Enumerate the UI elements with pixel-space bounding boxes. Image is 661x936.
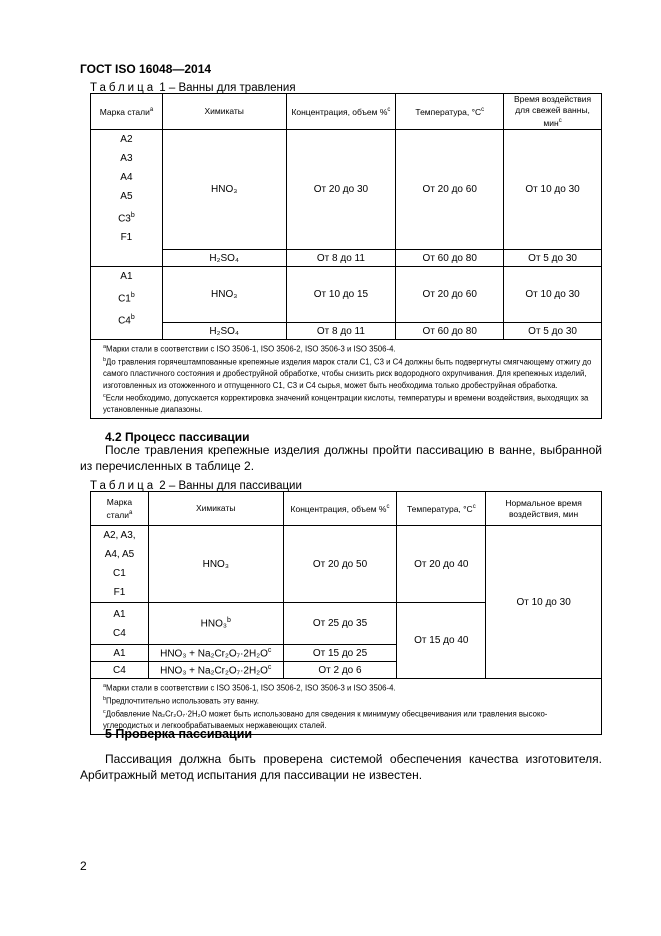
section-5-title: 5 Проверка пассивации (105, 727, 253, 741)
t1-g1-hno3-temp: От 20 до 60 (396, 130, 504, 250)
table2-caption-word: Таблица (90, 480, 157, 492)
t2-row1-conc: От 20 до 50 (283, 526, 397, 603)
page-number: 2 (80, 859, 87, 873)
t1-g2-h2so4-conc: От 8 до 11 (286, 323, 396, 340)
t2-header-time: Нормальное время воздействия, мин (486, 492, 602, 526)
t2-header-chem: Химикаты (148, 492, 283, 526)
table2-footnotes-row (91, 679, 602, 735)
t1-g2-hno3-temp: От 20 до 60 (396, 267, 504, 323)
t1-footnote-c: Если необходимо, допускается корректировка значений концентрации кислоты, температуры и времени воздействия, выходящих за установленные диапазоны. (103, 393, 589, 415)
table-row (91, 250, 602, 267)
t2-row1-chem: HNO₃ (148, 526, 283, 603)
t2-row2-conc: От 25 до 35 (283, 603, 397, 645)
t2-header-steel: Марка стали$^a$ (91, 492, 149, 526)
t1-g2-h2so4-temp: От 60 до 80 (396, 323, 504, 340)
section-4-2-text: После травления крепежные изделия должны пройти пассивацию в ванне, выбранной из перечисленных в таблице 2. (80, 443, 602, 473)
t1-header-temp: Температура, $^\circ С^c$ (396, 94, 504, 130)
t1-g1-h2so4-time: От 5 до 30 (504, 250, 602, 267)
table2 (90, 491, 602, 735)
t1-group2-steels: A1 C1$^b$ C4$^b$ (91, 267, 163, 340)
t2-row2-steels: A1 C4 (91, 603, 149, 645)
t2-row4-steel: C4 (91, 662, 149, 679)
t2-temp-shared: От 15 до 40 (397, 603, 486, 679)
t2-footnote-b: Предпочтительно использовать эту ванну. (106, 696, 259, 706)
t1-g1-hno3-time: От 10 до 30 (504, 130, 602, 250)
table-row (91, 267, 602, 323)
t2-footnote-c: Добавление Na₂Cr₂O₇·2H₂O может быть использовано для сведения к минимуму обесцвечивания или травления высоко-углеродистых и легкообрабатываемых нержавеющих сталей. (103, 709, 548, 731)
t1-g2-h2so4-time: От 5 до 30 (504, 323, 602, 340)
t1-g2-hno3-chem: HNO₃ (162, 267, 286, 323)
table2-footnotes: $^a$Марки стали в соответствии с ISO 3506-1, ISO 3506-2, ISO 3506-3 и ISO 3506-4. $^b$Предпочтительно использовать эту ванну. $^c$Добавление Na₂Cr₂O₇·2H₂O может быть использовано для сведения к минимуму обесцвечивания или травления высоко-углеродистых и легкообрабатываемых нержавеющих сталей. (91, 679, 602, 735)
table1-header-row (91, 94, 602, 130)
table-row (91, 130, 602, 250)
t2-time-shared: От 10 до 30 (486, 526, 602, 679)
t2-row1-temp: От 20 до 40 (397, 526, 486, 603)
table1 (90, 93, 602, 419)
table1-caption-word: Таблица (90, 82, 157, 94)
t2-header-temp: Температура, $^\circ С^c$ (397, 492, 486, 526)
section-4-2-title: 4.2 Процесс пассивации (105, 430, 250, 444)
t1-g1-hno3-chem: HNO₃ (162, 130, 286, 250)
t2-footnote-a: Марки стали в соответствии с ISO 3506-1, ISO 3506-2, ISO 3506-3 и ISO 3506-4. (106, 683, 396, 693)
t1-header-steel: Марка стали$^a$ (91, 94, 163, 130)
t1-g1-h2so4-chem: H₂SO₄ (162, 250, 286, 267)
section-5-text: Пассивация должна быть проверена системой обеспечения качества изготовителя. Арбитражный метод испытания для пассивации не известен. (80, 752, 602, 782)
table2-header-row (91, 492, 602, 526)
t1-g1-h2so4-conc: От 8 до 11 (286, 250, 396, 267)
t1-footnote-a: Марки стали в соответствии с ISO 3506-1, ISO 3506-2, ISO 3506-3 и ISO 3506-4. (106, 344, 396, 354)
t1-header-chem: Химикаты (162, 94, 286, 130)
t2-row3-conc: От 15 до 25 (283, 645, 397, 662)
t2-header-conc: Концентрация, объем %$^c$ (283, 492, 397, 526)
t2-row4-conc: От 2 до 6 (283, 662, 397, 679)
table-row (91, 323, 602, 340)
table1-caption-title: 1 – Ванны для травления (156, 82, 296, 94)
document-header: ГОСТ ISO 16048—2014 (80, 62, 212, 76)
table-row (91, 526, 602, 603)
t1-footnote-b: До травления горячештампованные крепежные изделия марок стали С1, С3 и С4 должны быть подвергнуты смягчающему отжигу до самого пластичного состояния и дробеструйной обработке, чтобы снизить риск водородного охрупчивания. Для крепежных изделий, изготовленных из отожженного и отпущенного С1, С3 и С4 сырья, может быть необходима только дробеструйная обработка. (103, 357, 592, 390)
t1-header-conc: Концентрация, объем %$^c$ (286, 94, 396, 130)
t2-row3-chem: $HNO_3 + Na_2Cr_2O_7\cdot 2H_2O^c$ (148, 645, 283, 662)
t2-row3-steel: A1 (91, 645, 149, 662)
table1-footnotes-row (91, 340, 602, 419)
table1-footnotes: $^a$Марки стали в соответствии с ISO 3506-1, ISO 3506-2, ISO 3506-3 и ISO 3506-4. $^b$До травления горячештампованные крепежные изделия марок стали С1, С3 и С4 должны быть подвергнуты смягчающему отжигу до самого пластичного состояния и дробеструйной обработке, чтобы снизить риск водородного охрупчивания. Для крепежных изделий, изготовленных из отожженного и отпущенного С1, С3 и С4 сырья, может быть необходима только дробеструйная обработка. $^c$Если необходимо, допускается корректировка значений концентрации кислоты, температуры и времени воздействия, выходящих за установленные диапазоны. (91, 340, 602, 419)
t2-row1-steels: A2, A3, A4, A5 C1 F1 (91, 526, 149, 603)
t1-group1-steels: A2 A3 A4 A5 C3$^b$ F1 (91, 130, 163, 267)
t1-header-time: Время воздействия для свежей ванны, мин$^c$ (504, 94, 602, 130)
t2-row4-chem: $HNO_3 + Na_2Cr_2O_7\cdot 2H_2O^c$ (148, 662, 283, 679)
t1-g1-hno3-conc: От 20 до 30 (286, 130, 396, 250)
table2-caption-title: 2 – Ванны для пассивации (156, 480, 302, 492)
t1-g2-hno3-time: От 10 до 30 (504, 267, 602, 323)
t1-g2-hno3-conc: От 10 до 15 (286, 267, 396, 323)
t2-row2-chem: HNO₃$^b$ (148, 603, 283, 645)
t1-g2-h2so4-chem: H₂SO₄ (162, 323, 286, 340)
t1-g1-h2so4-temp: От 60 до 80 (396, 250, 504, 267)
